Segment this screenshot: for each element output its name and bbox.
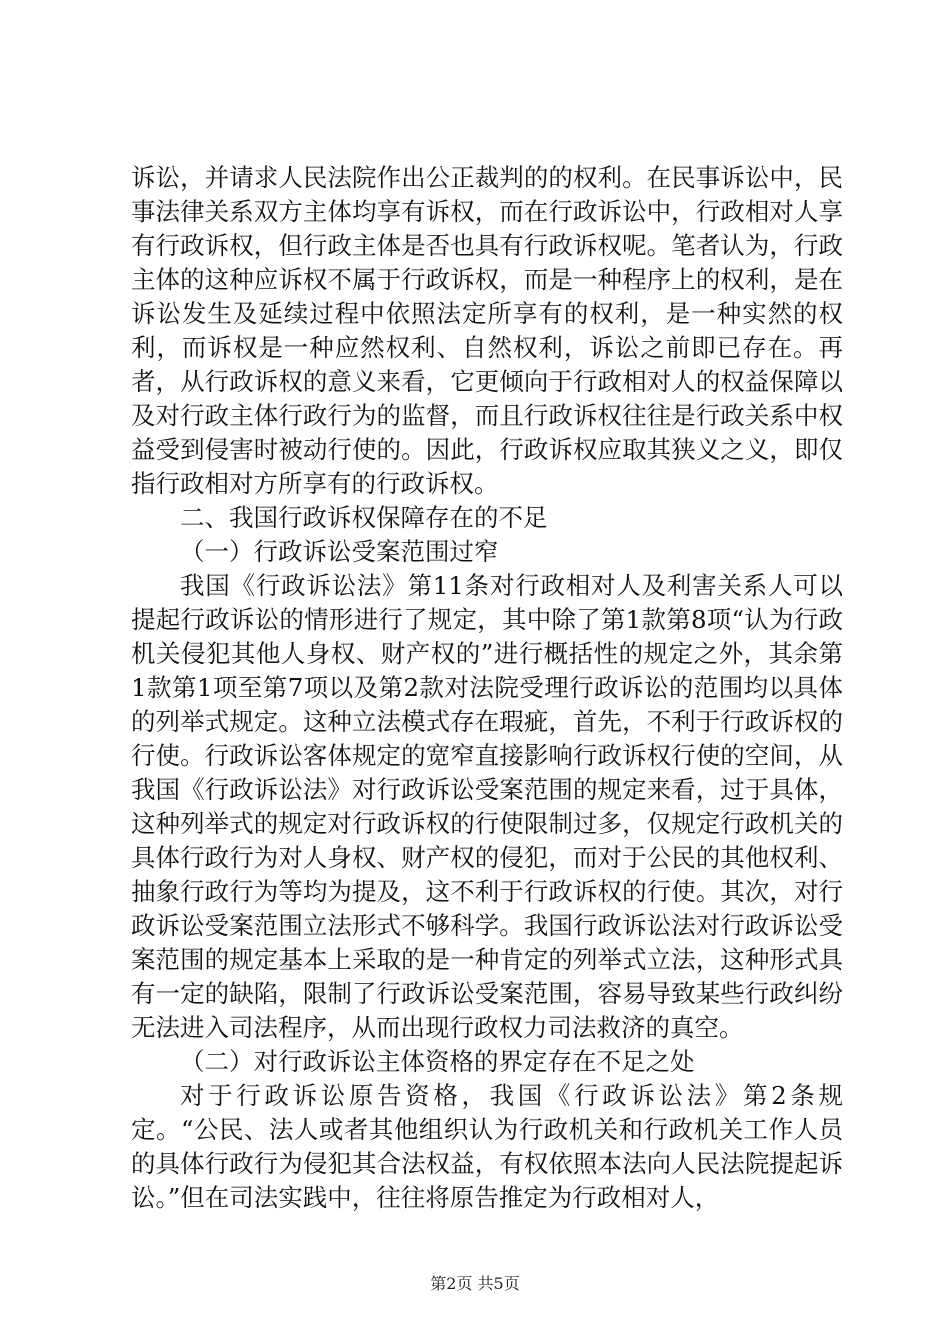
paragraph-plaintiff: 对于行政诉讼原告资格，我国《行政诉讼法》第2条规定。“公民、法人或者其他组织认为行政机关和行政机关工作人员的具体行政行为侵犯其合法权益，有权依照本法向人民法院提起诉讼。”但在司法实践中，往往将原告推定为行政相对人， [131, 1081, 843, 1212]
page-number-footer: 第2页 共5页 [430, 1274, 520, 1293]
paragraph-scope: 我国《行政诉讼法》第11条对行政相对人及利害关系人可以提起行政诉讼的情形进行了规定，其中除了第1款第8项“认为行政机关侵犯其他人身权、财产权的”进行概括性的规定之外，其余第1款第1项至第7项以及第2款对法院受理行政诉讼的范围均以具体的列举式规定。这种立法模式存在瑕疵，首先，不利于行政诉权的行使。行政诉讼客体规定的宽窄直接影响行政诉权行使的空间，从我国《行政诉讼法》对行政诉讼受案范围的规定来看，过于具体，这种列举式的规定对行政诉权的行使限制过多，仅规定行政机关的具体行政行为对人身权、财产权的侵犯，而对于公民的其他权利、抽象行政行为等均为提及，这不利于行政诉权的行使。其次，对行政诉讼受案范围立法形式不够科学。我国行政诉讼法对行政诉讼受案范围的规定基本上采取的是一种肯定的列举式立法，这种形式具有一定的缺陷，限制了行政诉讼受案范围，容易导致某些行政纠纷无法进入司法程序，从而出现行政权力司法救济的真空。 [131, 571, 843, 1042]
section-heading-2: 二、我国行政诉权保障存在的不足 [180, 503, 548, 532]
paragraph-continuation: 诉讼，并请求人民法院作出公正裁判的的权利。在民事诉讼中，民事法律关系双方主体均享有诉权，而在行政诉讼中，行政相对人享有行政诉权，但行政主体是否也具有行政诉权呢。笔者认为，行政主体的这种应诉权不属于行政诉权，而是一种程序上的权利，是在诉讼发生及延续过程中依照法定所享有的权利，是一种实然的权利，而诉权是一种应然权利、自然权利，诉讼之前即已存在。再者，从行政诉权的意义来看，它更倾向于行政相对人的权益保障以及对行政主体行政行为的监督，而且行政诉权往往是行政关系中权益受到侵害时被动行使的。因此，行政诉权应取其狭义之义，即仅指行政相对方所享有的行政诉权。 [131, 163, 843, 498]
subsection-heading-2-1: （一）行政诉讼受案范围过窄 [180, 537, 499, 566]
document-body [131, 161, 843, 1215]
subsection-heading-2-2: （二）对行政诉讼主体资格的界定存在不足之处 [180, 1047, 695, 1076]
